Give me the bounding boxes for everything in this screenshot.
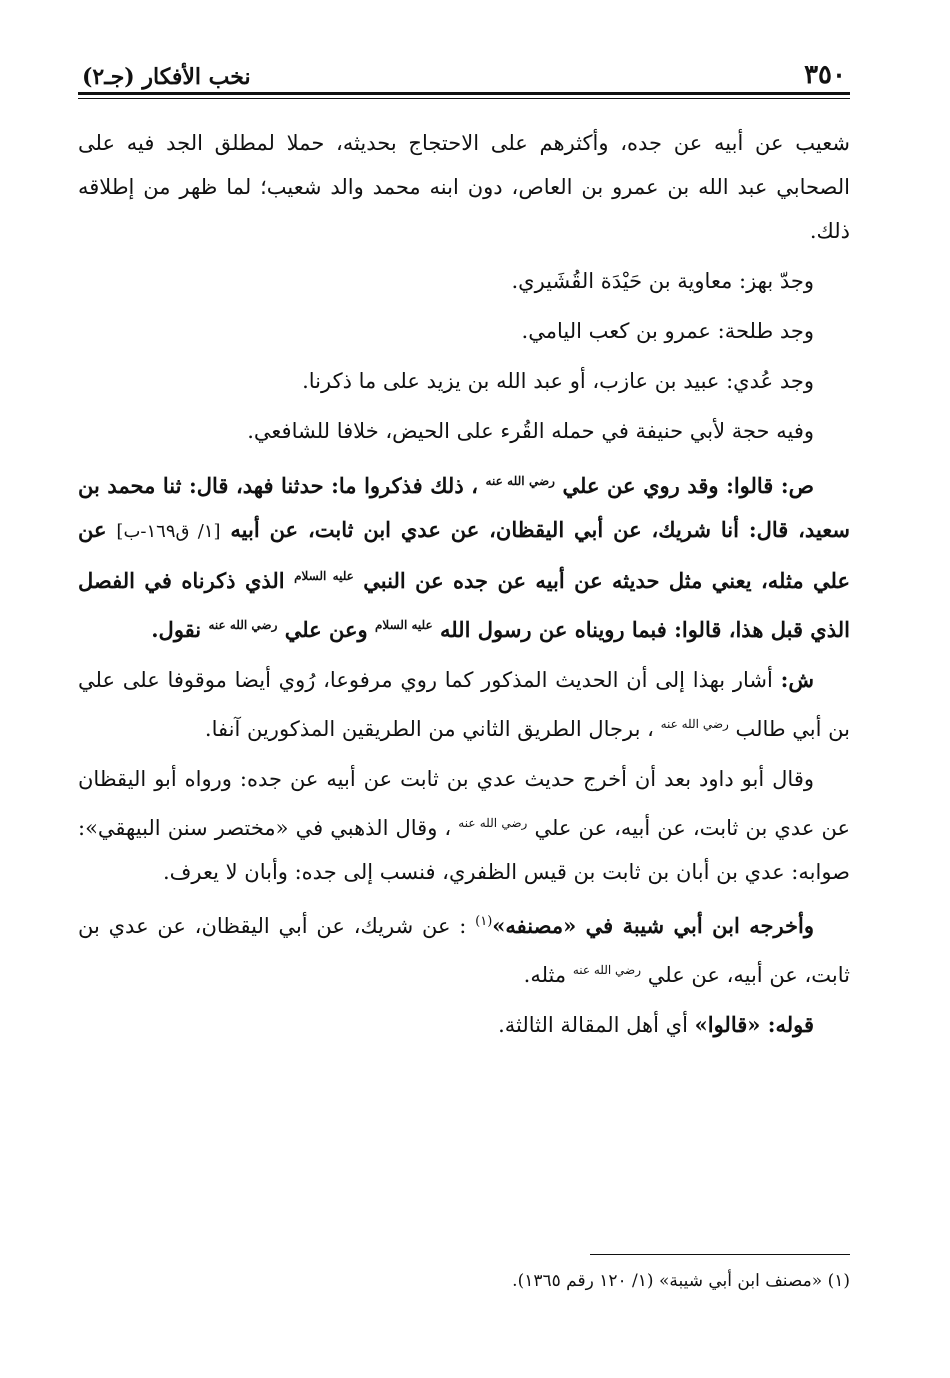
sad-marker: ص: — [780, 473, 815, 498]
footnote: (١) «مصنف ابن أبي شيبة» (١/ ١٢٠ رقم ١٣٦٥). — [512, 1271, 850, 1291]
paragraph-4: وجد عُدي: عبيد بن عازب، أو عبد الله بن يزيد على ما ذكرنا. — [302, 369, 814, 393]
text-segment: ، برجال الطريق الثاني من الطريقين المذكورين آنفا. — [204, 717, 654, 741]
footnote-separator — [590, 1254, 850, 1255]
document-page — [78, 40, 851, 1291]
page-header — [78, 40, 850, 90]
paragraph-ibn-abi-shayba — [78, 900, 850, 997]
honorific-glyph: رضي الله عنه — [660, 717, 729, 731]
honorific-glyph: رضي الله عنه — [208, 618, 278, 632]
paragraph-5: وفيه حجة لأبي حنيفة في حمله القُرء على الحيض، خلافا للشافعي. — [247, 419, 814, 443]
honorific-glyph: عليه السلام — [375, 618, 433, 632]
footnote-marker: (١) — [475, 914, 493, 929]
paragraph-2: وجدّ بهز: معاوية بن حَيْدَة القُشَيري. — [511, 269, 814, 293]
paragraph-1: شعيب عن أبيه عن جده، وأكثرهم على الاحتجاج بحديثه، حملا لمطلق الجد فيه على الصحابي عبد الله بن عمرو بن العاص، دون ابنه محمد والد شعيب؛ لما ظهر من إطلاقه ذلك. — [78, 131, 850, 243]
running-title: نخب الأفكار (جـ٢) — [82, 64, 251, 90]
paragraph-text-sad — [78, 459, 850, 652]
text-segment: نقول. — [151, 617, 202, 642]
text-segment: ، ذلك فذكروا ما: حدثنا فهد، قال: ثنا محمد بن سعيد، قال: أنا شريك، عن أبي اليقظان، عن عدي ابن ثابت، عن أبيه — [78, 473, 851, 542]
bold-lead: قوله: «قالوا» — [694, 1012, 814, 1037]
text-segment: عن علي مثله، يعني مثل حديثه عن أبيه عن جده عن النبي — [78, 517, 851, 593]
text-segment: ، وقال الذهبي في «مختصر سنن البيهقي»: صوابه: عدي بن أبان بن ثابت بن قيس الظفري، فنسب إلى جده: وأبان لا يعرف. — [78, 816, 850, 884]
text-segment: الذي ذكرناه في الفصل الذي قبل هذا، قالوا: فبما رويناه عن رسول الله — [78, 568, 850, 642]
page-number: ٣٥٠ — [804, 60, 846, 90]
honorific-glyph: عليه السلام — [294, 569, 354, 583]
text-segment: أشار بهذا إلى أن الحديث المذكور كما روي مرفوعا، رُوي أيضا موقوفا على علي بن أبي طالب — [78, 668, 850, 741]
text-segment: : عن شريك، عن أبي اليقظان، عن عدي بن ثابت، عن أبيه، عن علي — [78, 914, 850, 987]
text-segment: قالوا: وقد روي عن علي — [562, 473, 774, 498]
header-rule-thin — [78, 98, 850, 99]
text-segment: أي أهل المقالة الثالثة. — [498, 1013, 688, 1037]
manuscript-folio-ref: [١/ ق١٦٩-ب] — [116, 521, 221, 542]
page-body — [78, 121, 850, 1047]
text-segment: وقال أبو داود بعد أن أخرج حديث عدي بن ثابت عن أبيه عن جده: ورواه أبو اليقظان عن عدي بن ثابت، عن أبيه، عن علي — [78, 767, 850, 840]
text-segment: وعن علي — [284, 617, 368, 642]
honorific-glyph: رضي الله عنه — [485, 474, 555, 488]
paragraph-commentary-shin — [78, 658, 850, 751]
shin-marker: ش: — [780, 667, 814, 692]
bold-lead: وأخرجه ابن أبي شيبة في «مصنفه» — [492, 913, 814, 938]
honorific-glyph: رضي الله عنه — [458, 816, 528, 830]
paragraph-abu-dawud — [78, 757, 850, 894]
header-rule-thick — [78, 92, 850, 95]
text-segment: مثله. — [523, 963, 567, 987]
honorific-glyph: رضي الله عنه — [572, 963, 642, 977]
paragraph-3: وجد طلحة: عمرو بن كعب اليامي. — [521, 319, 814, 343]
paragraph-qawluhu — [78, 1003, 850, 1047]
